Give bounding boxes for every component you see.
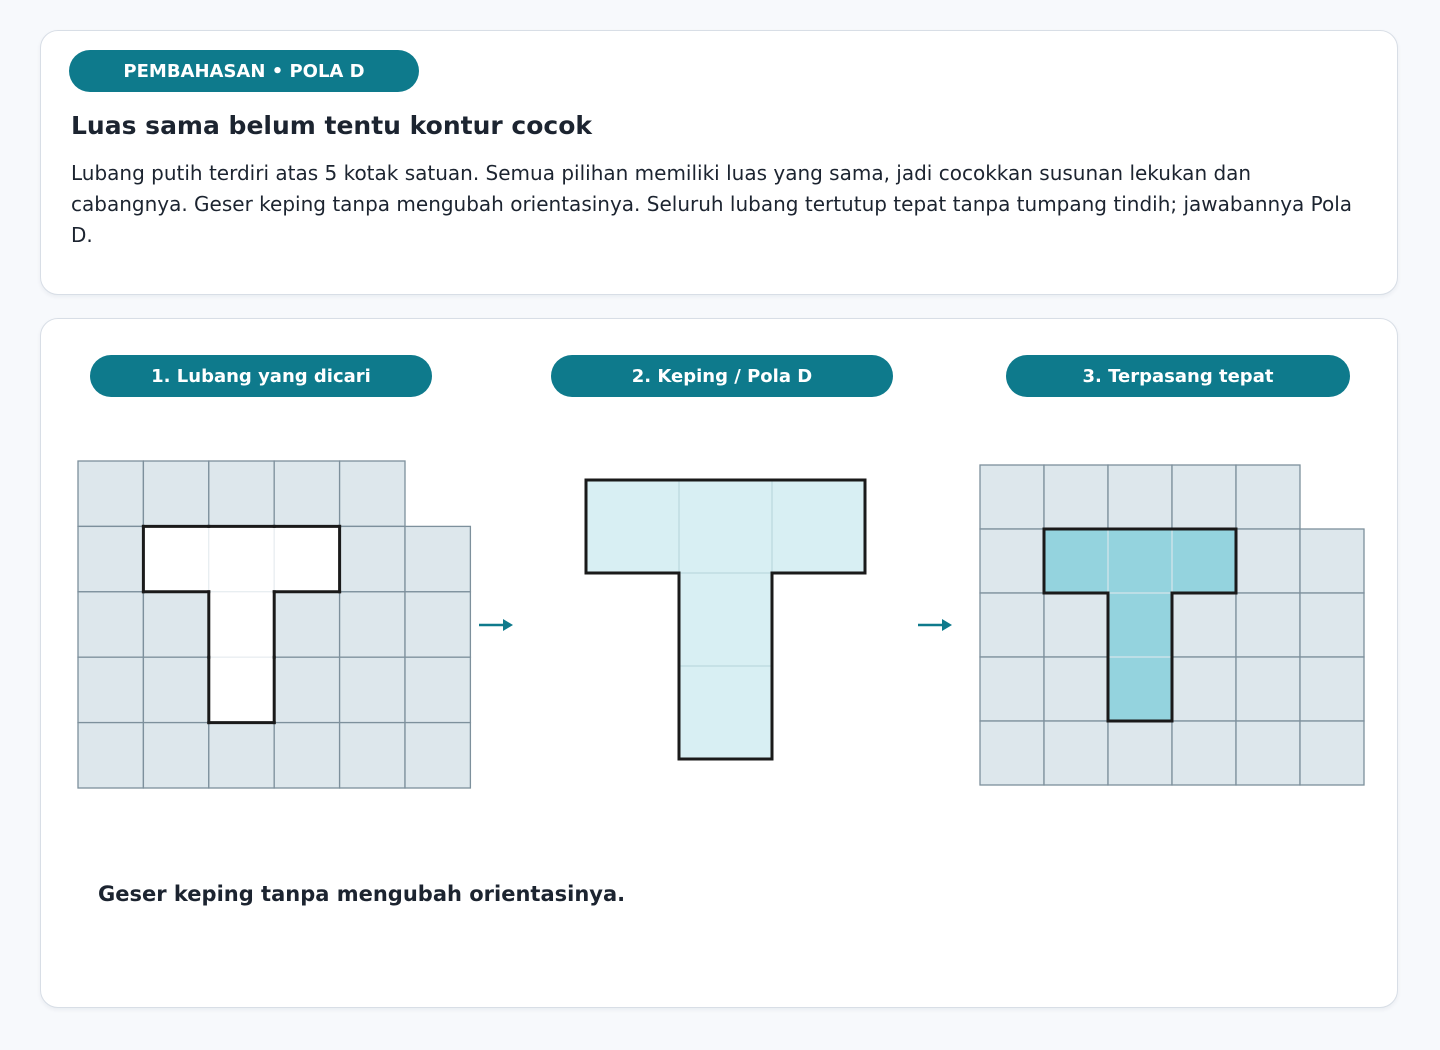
grid-cell [340,526,405,591]
grid-cell [274,461,339,526]
grid-cell [1300,657,1364,721]
piece-cell [679,573,772,666]
grid-cell [143,723,208,788]
grid-cell [1236,721,1300,785]
fitted-cell [1108,529,1172,593]
arrow-head [942,619,952,631]
fitted-cell [1172,529,1236,593]
grid-cell [209,723,274,788]
grid-cell [405,723,470,788]
grid-cell [143,657,208,722]
grid-cell [143,461,208,526]
grid-cell [1300,721,1364,785]
puzzle-diagram [41,319,1399,879]
piece-cell [586,480,679,573]
grid-cell [980,721,1044,785]
grid-cell [1172,593,1236,657]
grid-cell [1236,593,1300,657]
piece-cell [772,480,865,573]
grid-cell [1044,657,1108,721]
hole-cell [274,526,339,591]
grid-cell [1236,465,1300,529]
grid-cell [405,592,470,657]
grid-cell [78,526,143,591]
board-with-hole [78,461,470,788]
grid-cell [1300,529,1364,593]
hole-cell [209,657,274,722]
explanation-title: Luas sama belum tentu kontur cocok [71,111,593,140]
grid-cell [1236,529,1300,593]
grid-cell [1044,721,1108,785]
piece-pola-d [586,480,865,759]
grid-cell [405,526,470,591]
grid-cell [1300,593,1364,657]
grid-cell [340,461,405,526]
grid-cell [274,723,339,788]
grid-cell [1044,465,1108,529]
grid-cell [1044,593,1108,657]
step-label-fitted: 3. Terpasang tepat [1006,355,1350,397]
grid-cell [274,657,339,722]
step-label-piece: 2. Keping / Pola D [551,355,893,397]
grid-cell [78,592,143,657]
piece-cell [679,480,772,573]
grid-cell [1108,465,1172,529]
grid-cell [980,657,1044,721]
grid-cell [340,657,405,722]
section-badge: PEMBAHASAN • POLA D [69,50,419,92]
piece-cell [679,666,772,759]
grid-cell [78,657,143,722]
explanation-text: Lubang putih terdiri atas 5 kotak satuan. Semua pilihan memiliki luas yang sama, jadi cocokkan susunan lekukan dan cabangnya. Geser keping tanpa mengubah orientasinya. Seluruh lubang tertutup tepat tanpa tumpang tindih; jawabannya Pola D. [71,161,1353,247]
grid-cell [78,723,143,788]
fitted-cell [1044,529,1108,593]
grid-cell [209,461,274,526]
grid-cell [980,593,1044,657]
diagram-card [40,318,1398,1008]
grid-cell [274,592,339,657]
arrow-right-icon [479,619,513,631]
hole-cell [143,526,208,591]
grid-cell [78,461,143,526]
grid-cell [1172,721,1236,785]
grid-cell [1236,657,1300,721]
hint-note: Geser keping tanpa mengubah orientasinya. [98,882,626,906]
grid-cell [1172,657,1236,721]
grid-cell [1172,465,1236,529]
grid-cell [340,592,405,657]
grid-cell [143,592,208,657]
arrow-right-icon [918,619,952,631]
grid-cell [1108,721,1172,785]
arrow-head [503,619,513,631]
board-with-fitted-piece [980,465,1364,785]
hole-cell [209,592,274,657]
grid-cell [980,465,1044,529]
grid-cell [980,529,1044,593]
grid-cell [405,657,470,722]
fitted-cell [1108,657,1172,721]
hole-cell [209,526,274,591]
fitted-cell [1108,593,1172,657]
step-label-hole: 1. Lubang yang dicari [90,355,432,397]
grid-cell [340,723,405,788]
explanation-card [40,30,1398,295]
